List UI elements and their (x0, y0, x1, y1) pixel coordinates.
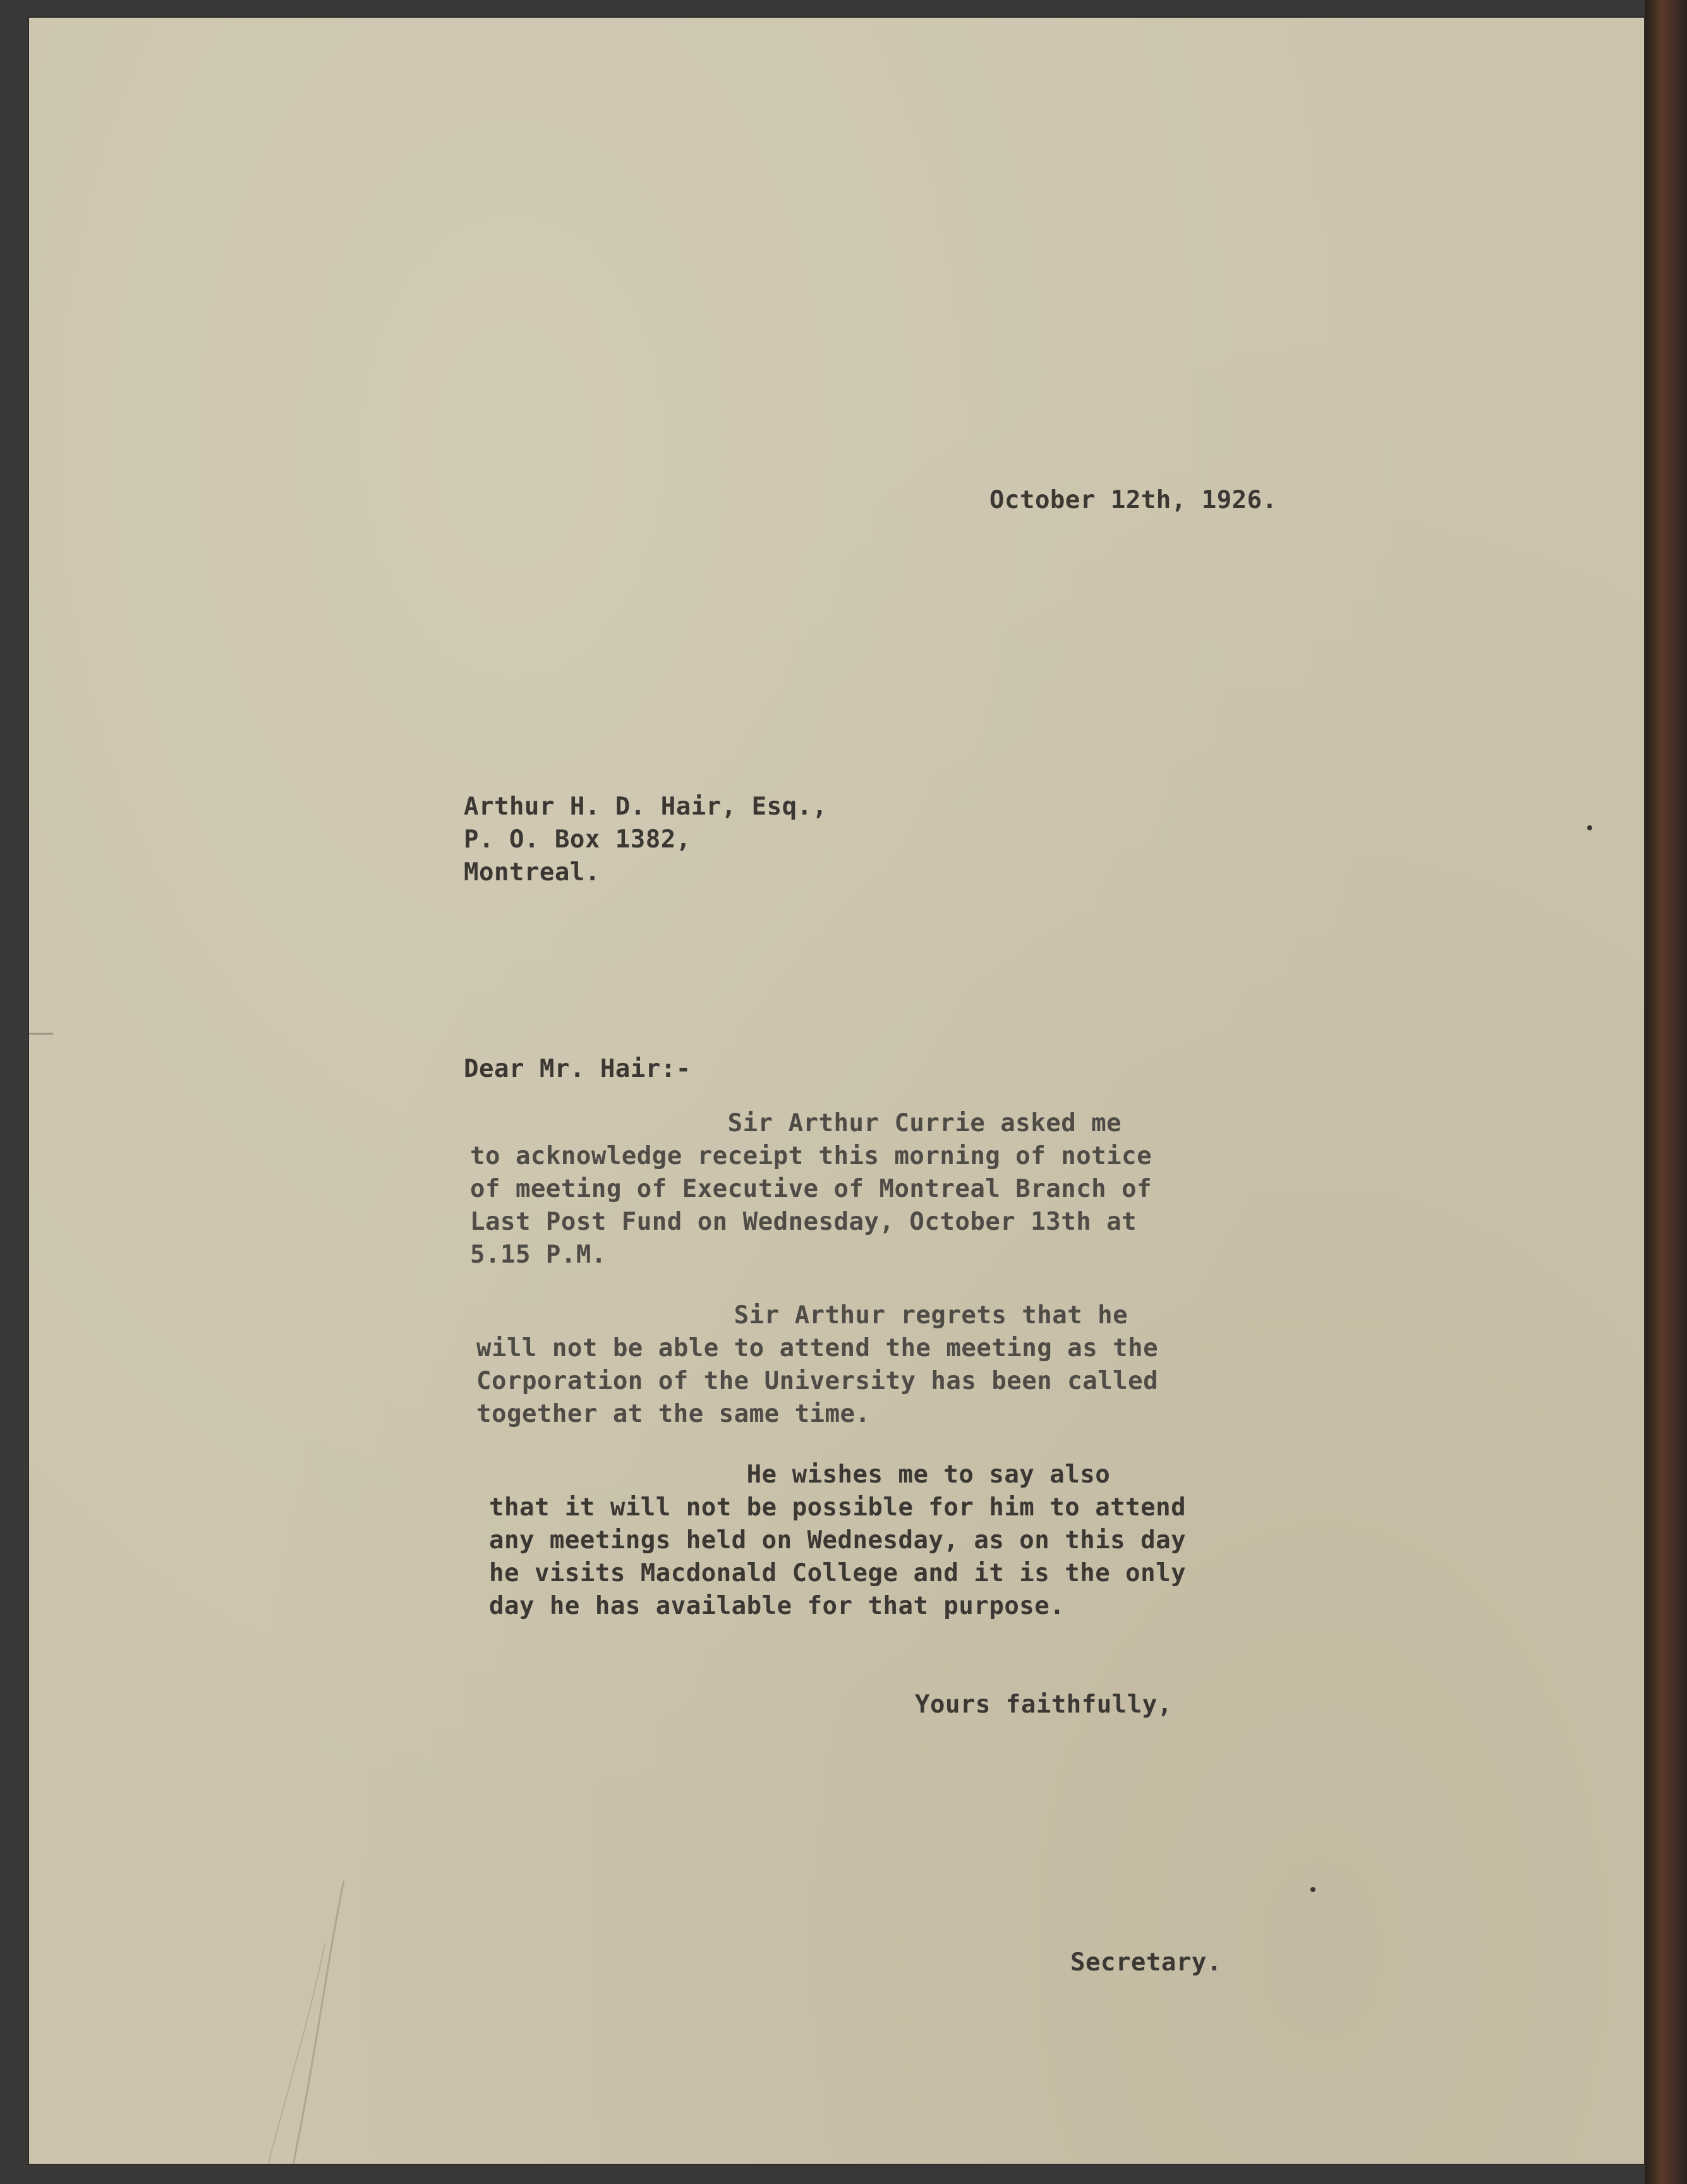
text-line: any meetings held on Wednesday, as on this day (489, 1526, 1187, 1555)
recipient-address (464, 791, 828, 889)
closing: Yours faithfully, (915, 1690, 1173, 1719)
paragraph-wednesday (489, 1459, 1186, 1623)
letter-date: October 12th, 1926. (989, 486, 1278, 514)
ink-speck (1310, 1887, 1315, 1892)
text-line: Corporation of the University has been called (476, 1367, 1159, 1395)
text-line: Last Post Fund on Wednesday, October 13th at (470, 1208, 1137, 1236)
text-line: to acknowledge receipt this morning of notice (470, 1142, 1152, 1170)
text-line: of meeting of Executive of Montreal Branch of (470, 1175, 1152, 1203)
text-line: together at the same time. (476, 1400, 871, 1428)
salutation: Dear Mr. Hair:- (464, 1055, 691, 1083)
letter-page (28, 16, 1645, 2165)
address-line: Arthur H. D. Hair, Esq., (464, 792, 828, 821)
text-line: He wishes me to say also (489, 1460, 1111, 1489)
text-line: 5.15 P.M. (470, 1241, 607, 1269)
address-line: Montreal. (464, 858, 600, 887)
ink-speck (1587, 825, 1592, 830)
text-line: Sir Arthur regrets that he (476, 1301, 1128, 1330)
text-line: will not be able to attend the meeting as the (476, 1334, 1159, 1362)
address-line: P. O. Box 1382, (464, 825, 691, 854)
text-line: day he has available for that purpose. (489, 1592, 1065, 1620)
paper-crease-marks (28, 16, 1645, 2165)
text-line: that it will not be possible for him to attend (489, 1493, 1187, 1522)
text-line: Sir Arthur Currie asked me (470, 1109, 1122, 1138)
paragraph-regrets (476, 1299, 1158, 1431)
paragraph-acknowledgement (470, 1107, 1152, 1271)
signature-title: Secretary. (1070, 1948, 1222, 1977)
text-line: he visits Macdonald College and it is the only (489, 1559, 1187, 1587)
backing-board-edge (1645, 0, 1687, 2184)
